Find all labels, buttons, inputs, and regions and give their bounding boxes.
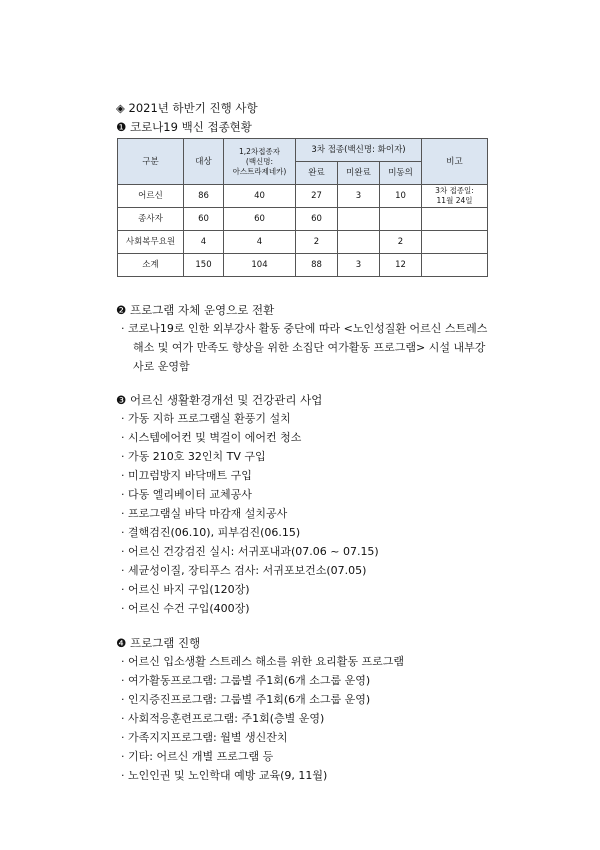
cell-note [422,208,488,231]
cell-target: 150 [184,254,224,277]
table-row [118,185,488,208]
cell-refuse: 2 [380,231,422,254]
header-refuse: 미동의 [380,162,422,185]
list-item: · 인지증진프로그램: 그룹별 주1회(6개 소그룹 운영) [121,693,371,706]
cell-done: 2 [296,231,338,254]
cell-note [422,254,488,277]
list-item: · 다동 엘리베이터 교체공사 [121,488,252,501]
list-item: · 세균성이질, 장티푸스 검사: 서귀포보건소(07.05) [121,564,367,577]
list-item: · 어르신 건강검진 실시: 서귀포내과(07.06 ~ 07.15) [121,545,379,558]
header-dose12: 1,2차접종자 (백신명: 아스트라제네카) [224,139,296,185]
cell-target: 60 [184,208,224,231]
cell-group: 종사자 [118,208,184,231]
table-row [118,208,488,231]
list-item: · 가동 210호 32인치 TV 구입 [121,450,266,463]
list-item: · 여가활동프로그램: 그룹별 주1회(6개 소그룹 운영) [121,674,371,687]
cell-refuse: 10 [380,185,422,208]
header-note: 비고 [422,139,488,185]
list-item: · 가족지지프로그램: 월별 생신잔치 [121,731,288,744]
cell-target: 4 [184,231,224,254]
header-target: 대상 [184,139,224,185]
vaccination-table [117,138,488,277]
header-dose3: 3차 접종(백신명: 화이자) [296,139,422,162]
cell-notdone [338,231,380,254]
list-item: · 프로그램실 바닥 마감재 설치공사 [121,507,288,520]
cell-group: 사회복무요원 [118,231,184,254]
cell-refuse: 12 [380,254,422,277]
cell-group: 어르신 [118,185,184,208]
list-item: · 기타: 어르신 개별 프로그램 등 [121,750,274,763]
header-done: 완료 [296,162,338,185]
list-item: · 어르신 바지 구입(120장) [121,583,250,596]
cell-refuse [380,208,422,231]
section-2-line-1: · 코로나19로 인한 외부강사 활동 중단에 따라 <노인성질환 어르신 스트레스 [121,322,488,335]
section-1-heading: ❶ 코로나19 백신 접종현황 [116,120,252,134]
cell-notdone: 3 [338,254,380,277]
page-title: ◈ 2021년 하반기 진행 사항 [116,101,258,115]
header-notdone: 미완료 [338,162,380,185]
list-item: · 어르신 수건 구입(400장) [121,602,250,615]
cell-done: 27 [296,185,338,208]
section-2-line-3: 사로 운영함 [133,360,190,373]
cell-dose12: 104 [224,254,296,277]
section-4-heading: ❹ 프로그램 진행 [116,636,201,650]
cell-dose12: 4 [224,231,296,254]
cell-done: 60 [296,208,338,231]
list-item: · 어르신 입소생활 스트레스 해소를 위한 요리활동 프로그램 [121,655,404,668]
cell-done: 88 [296,254,338,277]
cell-group: 소계 [118,254,184,277]
list-item: · 사회적응훈련프로그램: 주1회(층별 운영) [121,712,325,725]
cell-notdone [338,208,380,231]
header-group: 구분 [118,139,184,185]
section-2-heading: ❷ 프로그램 자체 운영으로 전환 [116,303,275,317]
table-row [118,254,488,277]
list-item: · 가동 지하 프로그램실 환풍기 설치 [121,412,291,425]
cell-dose12: 60 [224,208,296,231]
cell-target: 86 [184,185,224,208]
list-item: · 결핵검진(06.10), 피부검진(06.15) [121,526,301,539]
cell-notdone: 3 [338,185,380,208]
cell-note [422,231,488,254]
cell-dose12: 40 [224,185,296,208]
cell-note: 3차 접종일: 11월 24일 [422,185,488,208]
list-item: · 노인인권 및 노인학대 예방 교육(9, 11월) [121,769,328,782]
section-3-heading: ❸ 어르신 생활환경개선 및 건강관리 사업 [116,393,323,407]
list-item: · 미끄럼방지 바닥매트 구입 [121,469,252,482]
table-row [118,231,488,254]
section-2-line-2: 해소 및 여가 만족도 향상을 위한 소집단 여가활동 프로그램> 시설 내부강 [133,341,486,354]
list-item: · 시스템에어컨 및 벽걸이 에어컨 청소 [121,431,302,444]
